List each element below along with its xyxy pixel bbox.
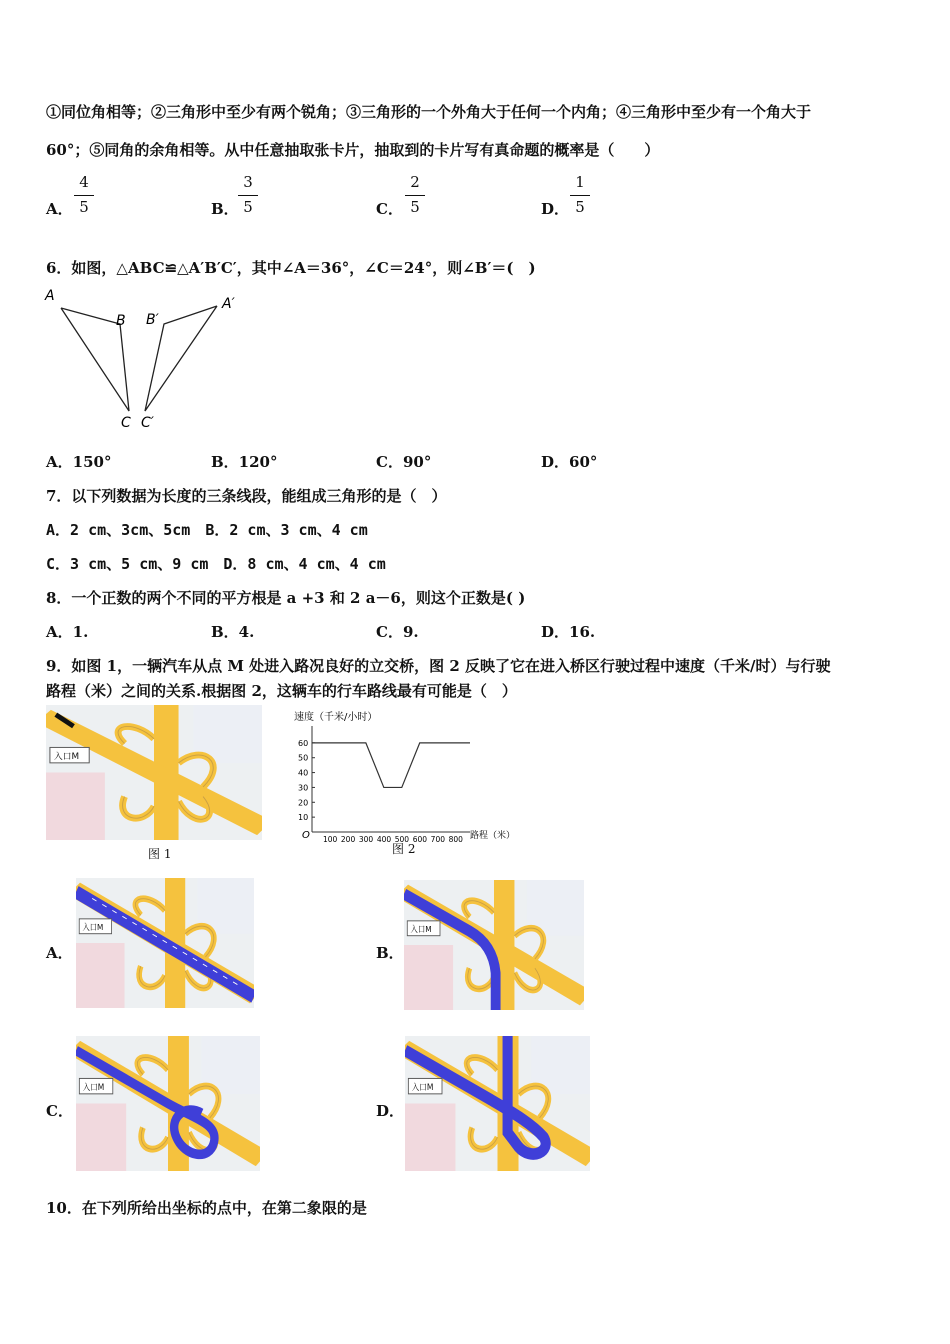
q5-option-a-fraction — [74, 173, 94, 218]
vertex-label-a-prime: A′ — [222, 296, 235, 312]
q9-option-c-label: C． — [46, 1102, 73, 1120]
q5-line-2: 60°；⑤同角的余角相等。从中任意抽取张卡片，抽取到的卡片写有真命题的概率是（ ） — [46, 141, 660, 159]
x-tick-label: 300 — [358, 835, 374, 843]
entry-label: 入口M — [53, 752, 80, 762]
fraction-denominator: 5 — [410, 198, 420, 216]
q8-option-a: A．1. — [46, 623, 89, 641]
q9-line-2: 路程（米）之间的关系.根据图 2，这辆车的行车路线最有可能是（ ） — [46, 682, 517, 700]
q10-stem: 10．在下列所给出坐标的点中，在第二象限的是 — [46, 1199, 367, 1217]
q8-option-b: B．4. — [211, 623, 255, 641]
chart-title: 速度（千米/小时） — [294, 712, 378, 723]
fraction-numerator: 4 — [79, 173, 89, 191]
speed-series-line — [312, 743, 470, 788]
x-tick-label: 700 — [430, 835, 446, 843]
route-b-drawing — [404, 880, 584, 1010]
q8-option-d: D．16. — [541, 623, 596, 641]
q6-option-d: D．60° — [541, 453, 598, 471]
q5-option-a-label: A． — [46, 200, 73, 218]
fraction-bar — [570, 195, 590, 196]
q5-option-d-label: D． — [541, 200, 570, 218]
interchange-map-drawing — [46, 705, 262, 840]
fraction-bar — [405, 195, 425, 196]
y-tick-label: 30 — [298, 783, 309, 793]
x-tick-label: 100 — [322, 835, 338, 843]
y-tick-label: 20 — [298, 798, 309, 808]
fraction-denominator: 5 — [79, 198, 89, 216]
q6-option-b: B．120° — [211, 453, 278, 471]
q5-line-1: ①同位角相等；②三角形中至少有两个锐角；③三角形的一个外角大于任何一个内角；④三角形中至少有一个角大于 — [46, 103, 812, 121]
y-tick-label: 60 — [298, 738, 309, 748]
q9-option-c-map — [76, 1036, 260, 1171]
y-tick-label: 40 — [298, 768, 309, 778]
fraction-bar — [74, 195, 94, 196]
congruent-triangles-figure — [40, 284, 260, 434]
fraction-numerator: 2 — [410, 173, 420, 191]
vertex-label-c: C — [121, 415, 131, 431]
origin-label: O — [302, 830, 310, 841]
vertex-label-b: B — [116, 313, 126, 329]
q8-stem: 8．一个正数的两个不同的平方根是 a +3 和 2 a－6，则这个正数是( ) — [46, 589, 526, 607]
q9-option-a-label: A． — [46, 944, 73, 962]
q9-option-b-label: B． — [376, 944, 404, 962]
x-tick-label: 500 — [394, 835, 410, 843]
figure-2-speed-chart — [290, 708, 520, 843]
x-tick-label: 800 — [448, 835, 463, 843]
speed-distance-chart — [290, 708, 520, 843]
q5-option-b-label: B． — [211, 200, 239, 218]
route-d-drawing — [405, 1036, 590, 1171]
vertex-label-b-prime: B′ — [146, 312, 159, 328]
entry-label: 入口M — [82, 922, 104, 933]
q7-stem: 7．以下列数据为长度的三条线段，能组成三角形的是（ ） — [46, 487, 447, 505]
q5-option-c-label: C． — [376, 200, 403, 218]
q5-option-b-fraction — [238, 173, 258, 218]
fraction-denominator: 5 — [243, 198, 253, 216]
q9-option-d-map — [405, 1036, 590, 1171]
vertex-label-c-prime: C′ — [141, 415, 154, 431]
q5-option-d-fraction — [570, 173, 590, 218]
q7-options-row-2: C．3 cm、5 cm、9 cm D．8 cm、4 cm、4 cm — [46, 555, 386, 573]
x-tick-label: 200 — [340, 835, 356, 843]
x-tick-label: 600 — [412, 835, 428, 843]
q9-option-d-label: D． — [376, 1102, 405, 1120]
entry-label: 入口M — [411, 1081, 434, 1093]
fraction-bar — [238, 195, 258, 196]
y-tick-label: 10 — [298, 813, 309, 823]
entry-label: 入口M — [82, 1081, 105, 1093]
route-a-drawing — [76, 878, 254, 1008]
q6-option-a: A．150° — [46, 453, 112, 471]
fraction-denominator: 5 — [575, 198, 585, 216]
q6-option-c: C．90° — [376, 453, 432, 471]
q6-stem: 6．如图，△ABC≌△A′B′C′，其中∠A＝36°，∠C＝24°，则∠B′＝( ) — [46, 259, 536, 277]
fraction-numerator: 1 — [575, 173, 585, 191]
y-tick-label: 50 — [298, 753, 309, 763]
fraction-numerator: 3 — [243, 173, 253, 191]
q9-option-b-map — [404, 880, 584, 1010]
figure-1-caption: 图 1 — [148, 847, 172, 861]
figure-1-interchange-map — [46, 705, 262, 840]
q8-option-c: C．9. — [376, 623, 419, 641]
q7-options-row-1: A．2 cm、3cm、5cm B．2 cm、3 cm、4 cm — [46, 521, 368, 539]
q9-line-1: 9．如图 1，一辆汽车从点 M 处进入路况良好的立交桥，图 2 反映了它在进入桥区行驶过程中速度（千米/时）与行驶 — [46, 657, 831, 675]
q9-option-a-map — [76, 878, 254, 1008]
vertex-label-a: A — [45, 288, 55, 304]
figure-2-caption: 图 2 — [392, 842, 416, 856]
entry-label: 入口M — [410, 924, 432, 935]
q5-option-c-fraction — [405, 173, 425, 218]
x-axis-label: 路程（米） — [470, 831, 516, 841]
route-c-drawing — [76, 1036, 260, 1171]
x-tick-label: 400 — [376, 835, 392, 843]
